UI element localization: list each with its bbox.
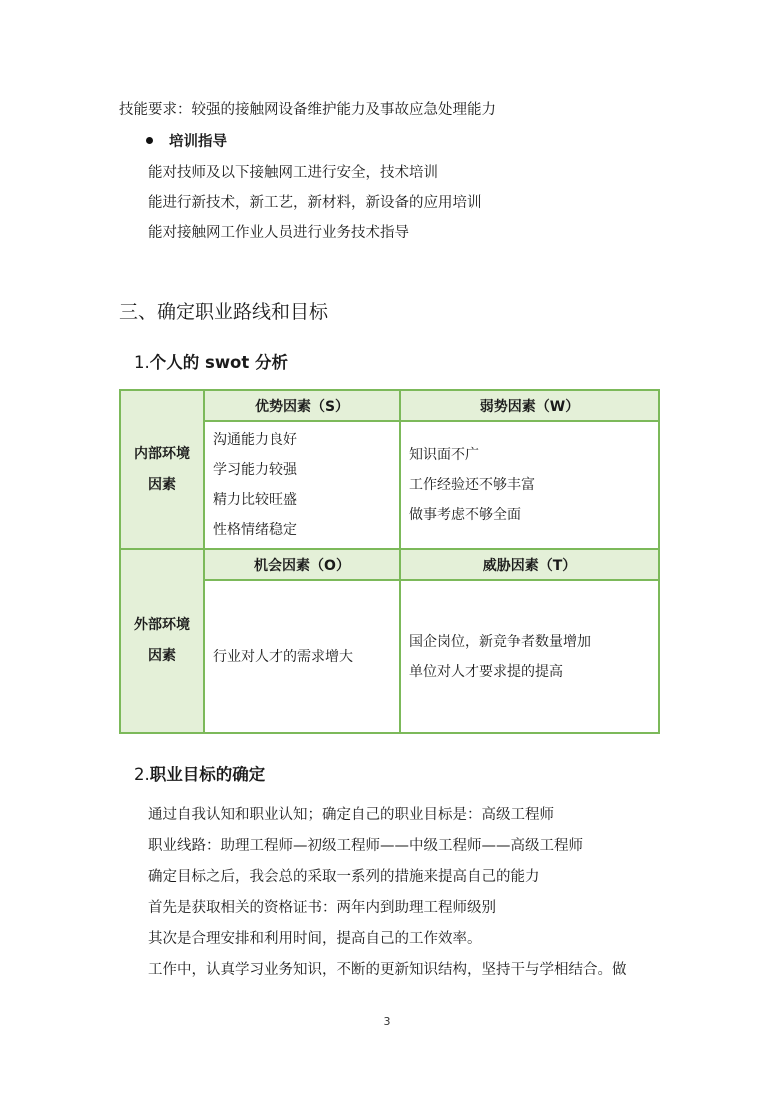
page-number: 3 [383, 1015, 391, 1028]
training-bullet [146, 130, 227, 151]
opportunities-header: 机会因素（O） [204, 549, 400, 580]
goal-line: 工作中，认真学习业务知识，不断的更新知识结构，坚持干与学相结合。做 [148, 962, 627, 978]
strength-item: 沟通能力良好 [213, 432, 297, 448]
training-line: 能对技师及以下接触网工进行安全，技术培训 [148, 165, 438, 181]
weaknesses-cell [400, 421, 659, 549]
swot-heading [134, 349, 288, 373]
swot-heading-text: 个人的 swot 分析 [149, 353, 289, 372]
strengths-cell [204, 421, 400, 549]
section-title: 三、确定职业路线和目标 [119, 301, 329, 323]
strength-item: 性格情绪稳定 [213, 522, 297, 538]
strengths-header: 优势因素（S） [204, 390, 400, 421]
goal-line: 首先是获取相关的资格证书：两年内到助理工程师级别 [148, 900, 496, 916]
goal-line: 职业线路：助理工程师—初级工程师——中级工程师——高级工程师 [148, 838, 583, 854]
training-line: 能进行新技术，新工艺，新材料，新设备的应用培训 [148, 195, 482, 211]
goal-line: 通过自我认知和职业认知；确定自己的职业目标是：高级工程师 [148, 807, 554, 823]
weakness-item: 知识面不广 [409, 447, 479, 463]
training-heading: 培训指导 [169, 134, 227, 150]
opportunities-cell [204, 580, 400, 733]
threat-item: 单位对人才要求提的提高 [409, 663, 563, 680]
swot-table [119, 389, 660, 734]
goal-heading-number: 2. [134, 765, 150, 784]
weakness-item: 工作经验还不够丰富 [409, 477, 535, 493]
internal-label-line: 内部环境 [134, 445, 190, 462]
threats-header: 威胁因素（T） [400, 549, 659, 580]
threats-cell [400, 580, 659, 733]
swot-heading-number: 1. [134, 353, 150, 372]
opportunity-item: 行业对人才的需求增大 [213, 648, 353, 665]
goal-heading [134, 761, 265, 785]
external-factors-label [120, 549, 204, 733]
external-label-line: 外部环境 [134, 617, 190, 633]
internal-factors-label [120, 390, 204, 549]
strength-item: 精力比较旺盛 [213, 492, 297, 508]
goal-line: 确定目标之后，我会总的采取一系列的措施来提高自己的能力 [148, 869, 540, 885]
bullet-dot-icon [146, 137, 153, 144]
goal-heading-text: 职业目标的确定 [149, 765, 266, 784]
skill-requirement-text: 技能要求：较强的接触网设备维护能力及事故应急处理能力 [119, 102, 496, 118]
threat-item: 国企岗位，新竞争者数量增加 [409, 633, 591, 650]
external-label-line: 因素 [148, 648, 176, 664]
weakness-item: 做事考虑不够全面 [409, 507, 521, 523]
training-line: 能对接触网工作业人员进行业务技术指导 [148, 225, 409, 241]
strength-item: 学习能力较强 [213, 462, 297, 478]
weaknesses-header: 弱势因素（W） [400, 390, 659, 421]
internal-label-line: 因素 [148, 476, 176, 493]
goal-line: 其次是合理安排和利用时间，提高自己的工作效率。 [148, 931, 482, 947]
